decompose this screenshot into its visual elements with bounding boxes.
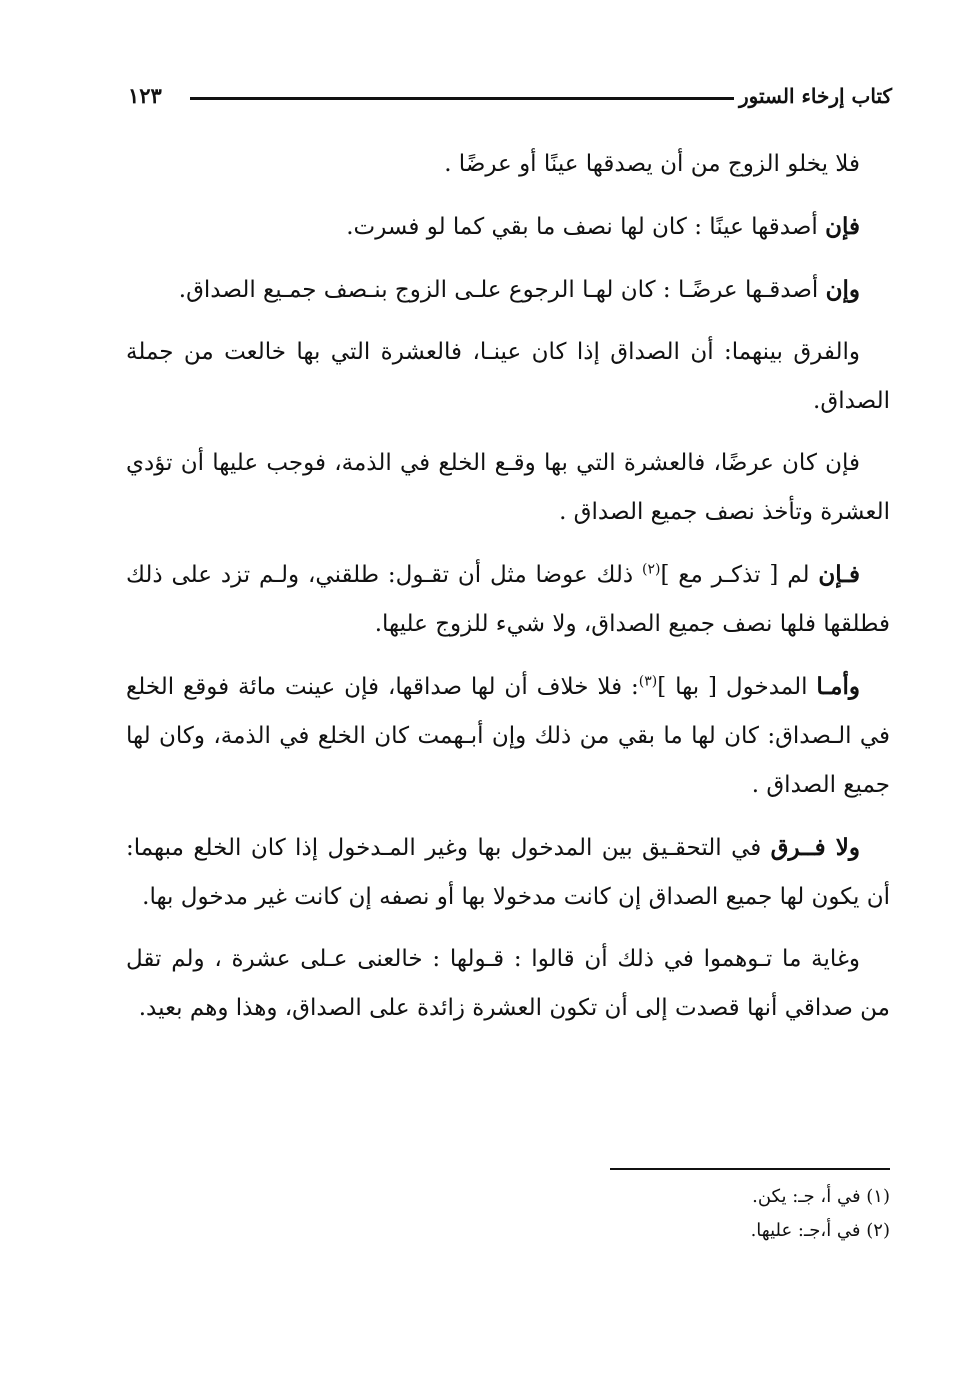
page-number: ١٢٣	[128, 83, 162, 108]
paragraph-text: : فلا خلاف أن لها صداقها، فإن عينت مائة فوقع الخلع في الـصداق: كان لها ما بقي من ذلك وإن أبـهمت كان الخلع في الذمة، وكان لها جميع الصداق .	[126, 674, 890, 798]
paragraph-bracket-text: المدخول [ بها ]	[657, 674, 817, 700]
book-title: كتاب إرخاء الستور	[739, 84, 892, 108]
footnote-marker: (٣)	[638, 673, 658, 690]
header-rule	[190, 97, 734, 100]
paragraph	[126, 202, 890, 252]
footnote-item: (١) في أ، جـ: يكن.	[752, 1186, 890, 1207]
paragraph	[126, 662, 890, 810]
paragraph	[126, 328, 890, 426]
footnote-rule	[610, 1168, 890, 1170]
paragraph-text: أصدقـها عرضًـا : كان لهـا الرجوع علـى الزوج بنـصف جمـيع الصداق.	[178, 277, 826, 303]
footnote-item: (٢) في أ،جـ: عليها.	[750, 1220, 890, 1241]
paragraph	[126, 935, 890, 1033]
paragraph	[126, 140, 890, 189]
paragraph-text: ذلك عوضا مثل أن تقـول: طلقني، ولـم تزد على ذلك فطلقها فلها نصف جميع الصداق، ولا شيء للزوج عليها.	[126, 562, 890, 637]
body-text	[126, 140, 890, 1046]
paragraph-text: أصدقها عينًا : كان لها نصف ما بقي كما لو فسرت.	[346, 214, 826, 240]
page-header	[128, 78, 894, 114]
paragraph-lead: فإن	[825, 213, 860, 240]
paragraph-text: فلا يخلو الزوج من أن يصدقها عينًا أو عرضًا .	[444, 151, 860, 177]
footnotes	[390, 1180, 890, 1248]
footnote-marker: (٢)	[642, 561, 661, 578]
paragraph-text: في التحقـيق بين المدخول بها وغير المـدخول إذا كان الخلع مبهما: أن يكون لها جميع الصداق إن كانت مدخولا بها أو نصفه إن كانت غير مدخول بها.	[126, 835, 890, 910]
paragraph	[126, 823, 890, 922]
paragraph-lead: ولا فــرق	[770, 834, 860, 861]
paragraph	[126, 265, 890, 315]
paragraph	[126, 439, 890, 537]
paragraph-text: فإن كان عرضًا، فالعشرة التي بها وقـع الخلع في الذمة، فوجب عليها أن تؤدي العشرة وتأخذ نصف جميع الصداق .	[126, 450, 890, 525]
paragraph-bracket-text: لم [ تذكـر مع ]	[660, 562, 819, 588]
paragraph-text: والفرق بينهما: أن الصداق إذا كان عينـا، فالعشرة التي بها خالعت من جملة الصداق.	[126, 339, 890, 414]
paragraph-lead: وأمـا	[816, 673, 860, 700]
paragraph-lead: فـإن	[818, 561, 860, 588]
paragraph	[126, 550, 890, 649]
paragraph-lead: وإن	[825, 276, 860, 303]
paragraph-text: وغاية ما تـوهموا في ذلك أن قالوا : قـولها : خالعنى عـلى عشرة ، ولم تقل من صداقي أنها قصدت إلى أن تكون العشرة زائدة على الصداق، وهذا وهم بعيد.	[126, 946, 890, 1021]
